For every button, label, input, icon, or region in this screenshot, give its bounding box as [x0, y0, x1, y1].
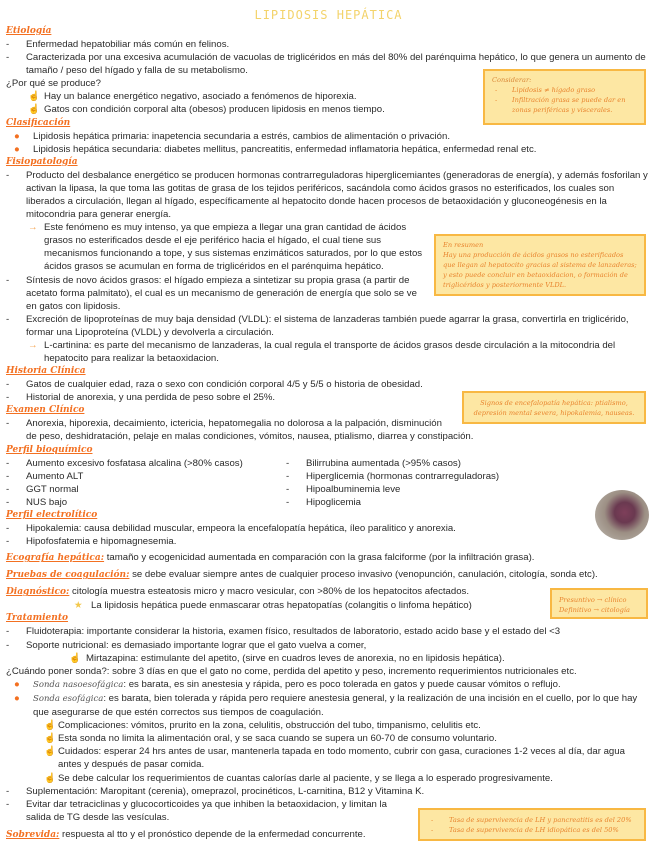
- list-item: - Enfermedad hepatobiliar más común en felinos.: [6, 39, 230, 50]
- question: ¿Cuándo poner sonda?: sobre 3 días en que el gato no come, perdida del apetito y peso, incremento requerimientos nutricionales etc.: [6, 665, 577, 677]
- hand-pointing-icon: ☝: [44, 746, 56, 758]
- cytology-image: [595, 490, 649, 540]
- hand-pointing-icon: ☝: [69, 652, 81, 664]
- list-item: - Fluidoterapia: importante considerar la historia, examen físico, resultados de laboratorio, estado acido base y el estado del <3: [6, 626, 561, 638]
- list-item: - Aumento ALT: [6, 470, 84, 482]
- list-item: - Hiperglicemia (hormonas contrarreguladoras): [286, 470, 500, 482]
- list-item: - Aumento excesivo fosfatasa alcalina (>80% casos): [6, 457, 243, 469]
- heading-etiologia: Etiología: [6, 26, 52, 36]
- list-item: - Bilirrubina aumentada (>95% casos): [286, 457, 461, 469]
- heading-fisiopatologia: Fisiopatología: [6, 156, 78, 167]
- list-item: - Signos de encefalopatía hepática: ptialismo, depresión mental severa, hipokalemia, nauseas. Historial de anorexia, y una perdida de peso sobre el 25%.: [6, 391, 651, 404]
- sobrevida-line: Sobrevida: respuesta al tto y el pronóstico depende de la enfermedad concurrente.: [6, 828, 366, 840]
- heading-bioquimico: Perfil bioquímico: [6, 444, 93, 455]
- list-item: ☝ Complicaciones: vómitos, prurito en la zona, celulitis, obstrucción del tubo, timpanismo, celulitis etc.: [44, 720, 481, 732]
- star-icon: ★: [74, 600, 83, 612]
- note-signos: Signos de encefalopatía hepática: ptialismo, depresión mental severa, hipokalemia, nauseas.: [462, 391, 646, 424]
- note-considerar: Considerar: - Lipidosis ≠ hígado graso - Infiltración grasa se puede dar en zonas periféricas y viscerales.: [483, 69, 646, 125]
- list-item: → En resumen Hay una producción de ácidos grasos no esterificados que llegan al hepatocito gracias al sistema de lanzaderas; y esto puede concluir en betaoxidacion, o formación de triglicéridos y posteriormente VLDL. Este fenómeno es muy intenso, ya que empieza a llegar una gran cantidad de ácidos grasos no esterificados desde el eje periférico hacia el hígado, el cual tiene sus mecanismos funcionando a tope, y sus sistemas enzimáticos saturados, por lo que estos ácidos grasos se acumulan en forma de triglicéridos en el parénquima hepático.: [6, 221, 651, 273]
- ecografia-line: Ecografía hepática: tamaño y ecogenicidad aumentada en comparación con la grasa falciforme (por la infiltración grasa).: [6, 552, 535, 564]
- bullet-icon: ●: [14, 692, 20, 704]
- list-item: ☝ Cuidados: esperar 24 hrs antes de usar, mantenerla tapada en todo momento, cubrir con gasa, curaciones 1-2 veces al día, dar agua antes y después de pasar comida.: [44, 746, 625, 771]
- hand-pointing-icon: ☝: [28, 104, 40, 116]
- hand-pointing-icon: ☝: [44, 733, 56, 745]
- list-item: ★ La lipidosis hepática puede enmascarar otras hepatopatías (colangitis o linfoma hepático): [74, 600, 472, 612]
- list-item: - Soporte nutricional: es demasiado importante lograr que el gato vuelva a comer,: [6, 639, 367, 651]
- bullet-icon: ●: [14, 130, 20, 142]
- list-item: ● Sonda esofágica: es barata, bien tolerada y rápida pero requiere anestesia general, y la realización de una incisión en el cuello, por lo que hay que asegurarse de que estén correctos sus tiempos de coagulación.: [14, 692, 638, 719]
- bullet-icon: ●: [14, 143, 20, 155]
- pruebas-line: Pruebas de coagulación: se debe evaluar siempre antes de cualquier proceso invasivo (venopunción, canulación, citología, sonda etc).: [6, 569, 598, 581]
- list-item: - Anorexia, hiporexia, decaimiento, ictericia, hepatomegalia no dolorosa a la palpación, disminución de peso, deshidratación, pelaje en malas condiciones, vómitos, nausea, ptialismo, diarrea y constipación.: [6, 418, 474, 443]
- heading-clasificacion: Clasificación: [6, 117, 71, 128]
- list-item: - Evitar dar tetraciclinas y glucocorticoides ya que inhiben la betaoxidacion, y limitan la salida de TG desde las vesículas.: [6, 798, 388, 823]
- hand-pointing-icon: ☝: [28, 91, 40, 103]
- heading-examen: Examen Clínico: [6, 405, 85, 416]
- list-item: ☝ Mirtazapina: estimulante del apetito, (sirve en cuadros leves de anorexia, no en lipidosis hepática).: [69, 652, 505, 664]
- list-item: ☝ Se debe calcular los requerimientos de cuantas calorías darle al paciente, y se llega a lo esperado progresivamente.: [44, 772, 553, 784]
- list-item: ● Lipidosis hepática primaria: inapetencia secundaria a estrés, cambios de alimentación o privación.: [14, 130, 451, 142]
- heading-electrolitico: Perfil electrolítico: [6, 509, 98, 520]
- heading-tratamiento: Tratamiento: [6, 613, 68, 624]
- diagnostico-line: Diagnóstico: citología muestra esteatosis micro y macro vesicular, con >80% de los hepatocitos afectados.: [6, 586, 470, 598]
- note-presuntivo: Presuntivo → clínico Definitivo → citología: [550, 588, 648, 619]
- arrow-right-icon: →: [28, 339, 38, 351]
- list-item: - Hipofosfatemia e hipomagnesemia.: [6, 536, 177, 547]
- list-item: - Hipoalbuminemia leve: [286, 483, 401, 495]
- list-item: - Suplementación: Maropitant (cerenia), omeprazol, procinéticos, L-carnitina, B12 y Vitamina K.: [6, 785, 425, 797]
- list-item: - Síntesis de novo ácidos grasos: el hígado empieza a sintetizar su propia grasa (a partir de acetato forma palmitato), el cual es un mecanismo de generación de energía que solo se ve en gatos con lipidosis.: [6, 274, 417, 312]
- list-item: ● Sonda nasoesofágica: es barata, es sin anestesia y rápida, pero es poco tolerada en gatos y puede causar vómitos o reflujo.: [14, 678, 561, 690]
- bullet-icon: ●: [14, 678, 20, 690]
- list-item: - Excreción de lipoproteínas de muy baja densidad (VLDL): el sistema de lanzaderas también puede agarrar la grasa, convertirla en triglicérido, formar una Lipoproteína (VLDL) y devolverla a circulación.: [6, 313, 629, 338]
- list-item: - NUS bajo: [6, 496, 68, 508]
- list-item: - Producto del desbalance energético se producen hormonas contrarreguladoras hiperglicemiantes (generadoras de energía), y además fosforilan y activan la lipasa, la que toma las gotitas de grasa de los tejidos periféricos, sacándola como ácidos grasos no esterificados, los cuales son liberados a circulación, llegan al hígado, específicamente al hepatocito donde hacen procesos de betaoxidación y gluconeogénesis en la mitocondria para generar energía.: [6, 169, 648, 221]
- note-resumen: En resumen Hay una producción de ácidos grasos no esterificados que llegan al hepatocito gracias al sistema de lanzaderas; y esto puede concluir en betaoxidacion, o formación de triglicéridos y posteriormente VLDL.: [434, 234, 646, 296]
- list-item: ☝ Esta sonda no limita la alimentación oral, y se saca cuando se supera un 60-70 de consumo voluntario.: [44, 733, 497, 745]
- list-item: ☝ Hay un balance energético negativo, asociado a fenómenos de hiporexia.: [28, 91, 357, 103]
- document: [6, 7, 651, 842]
- page-title: LIPIDOSIS HEPÁTICA: [254, 8, 403, 22]
- list-item: - Caracterizada por una excesiva acumulación de vacuolas de triglicéridos en más del 80% del parénquima hepático, lo que genera un aumento de tamaño / peso del hígado y falla de su metabolismo.: [6, 52, 646, 77]
- question: ¿Por qué se produce?: [6, 78, 101, 90]
- list-item: - Hipokalemia: causa debilidad muscular, empeora la encefalopatía hepática, íleo paralitico y anorexia.: [6, 522, 456, 534]
- heading-historia: Historia Clínica: [6, 366, 86, 377]
- list-item: - Hipoglicemia: [286, 496, 361, 508]
- arrow-right-icon: →: [28, 222, 38, 234]
- list-item: - GGT normal: [6, 483, 79, 495]
- list-item: - Gatos de cualquier edad, raza o sexo con condición corporal 4/5 y 5/5 o historia de obesidad.: [6, 379, 423, 391]
- list-item: → L-cartinina: es parte del mecanismo de lanzaderas, la cual regula el transporte de ácidos grasos desde circulación a la mitocondria del hepatocito para realizar la betaoxidacion.: [28, 339, 616, 365]
- list-item: ● Lipidosis hepática secundaria: diabetes mellitus, pancreatitis, enfermedad inflamatoria hepática, enfermedad renal etc.: [14, 143, 537, 155]
- hand-pointing-icon: ☝: [44, 720, 56, 732]
- list-item: ☝ Gatos con condición corporal alta (obesos) producen lipidosis en menos tiempo.: [28, 104, 385, 116]
- hand-pointing-icon: ☝: [44, 772, 56, 784]
- bioquimico-columns: [6, 457, 651, 509]
- note-tasa: - Tasa de supervivencia de LH y pancreatitis es del 20% - Tasa de supervivencia de LH idiopática es del 50%: [418, 808, 646, 841]
